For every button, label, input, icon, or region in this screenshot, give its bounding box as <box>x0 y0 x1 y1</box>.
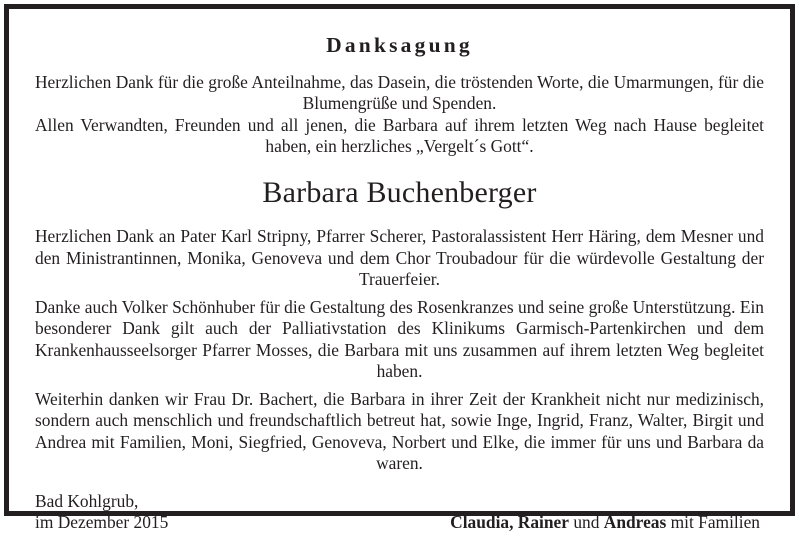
intro-paragraph-1: Herzlichen Dank für die große Anteilnahme, das Dasein, die tröstenden Worte, die Umarmungen, für die Blumengrüße und Spenden. <box>35 71 764 114</box>
intro-paragraph-2: Allen Verwandten, Freunden und all jenen, die Barbara auf ihrem letzten Weg nach Hause begleitet haben, ein herzliches „Vergelt´s Gott“. <box>35 114 764 157</box>
body-paragraph-2: Danke auch Volker Schönhuber für die Gestaltung des Rosenkranzes und seine große Unterstützung. Ein besonderer Dank gilt auch der Palliativstation des Klinikums Garmisch-Partenkirchen und dem Krankenhausseelsorger Pfarrer Mosses, die Barbara mit uns zusammen auf ihrem letzten Weg begleitet haben. <box>35 296 764 382</box>
memorial-notice-border <box>4 4 795 532</box>
signature-names-primary: Claudia, Rainer <box>450 511 569 532</box>
signature-names-secondary: Andreas <box>603 511 667 532</box>
footer-place-date <box>35 491 168 533</box>
signature-suffix: mit Familien <box>666 511 760 532</box>
signature-conjunction: und <box>569 511 604 532</box>
footer-signature <box>450 491 764 533</box>
footer-place: Bad Kohlgrub, <box>35 490 139 511</box>
body-paragraph-1: Herzlichen Dank an Pater Karl Stripny, Pfarrer Scherer, Pastoralassistent Herr Häring, dem Mesner und den Ministrantinnen, Monika, Genoveva und dem Chor Troubadour für die würdevolle Gestaltung der Trauerfeier. <box>35 226 764 290</box>
notice-footer <box>35 491 764 533</box>
page-title: Danksagung <box>326 33 473 57</box>
memorial-notice-content <box>9 9 790 532</box>
body-paragraph-3: Weiterhin danken wir Frau Dr. Bachert, die Barbara in ihrer Zeit der Krankheit nicht nur medizinisch, sondern auch menschlich und freundschaftlich betreut hat, sowie Inge, Ingrid, Franz, Walter, Birgit und Andrea mit Familien, Moni, Siegfried, Genoveva, Norbert und Elke, die immer für uns und Barbara da waren. <box>35 388 764 474</box>
deceased-name: Barbara Buchenberger <box>262 175 537 209</box>
footer-date: im Dezember 2015 <box>35 511 169 532</box>
